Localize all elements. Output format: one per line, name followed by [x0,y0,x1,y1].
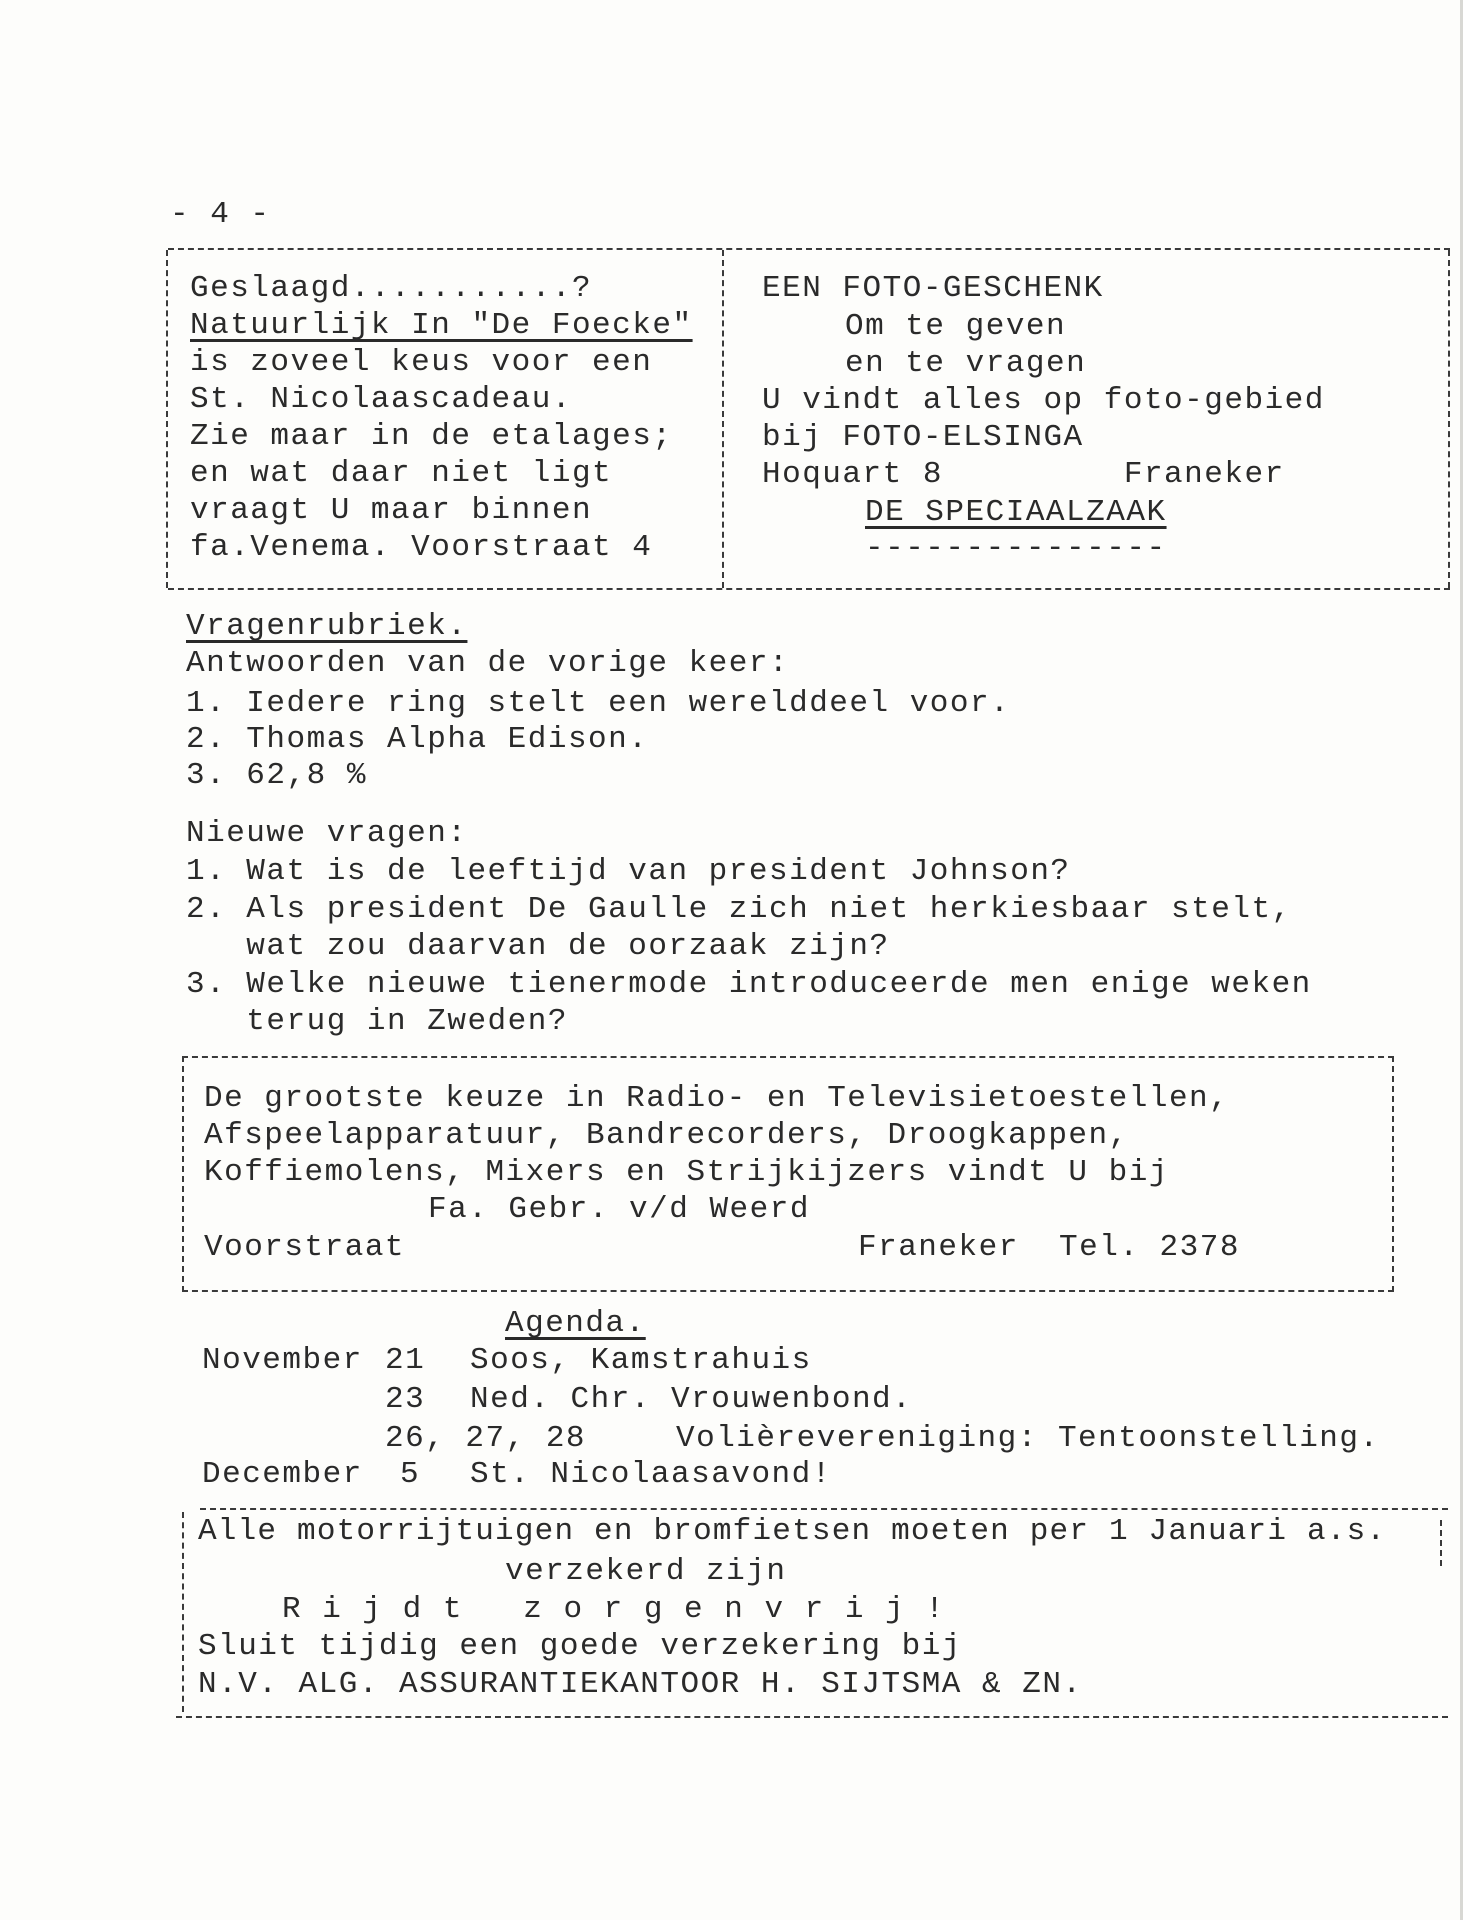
ad-foto-line: U vindt alles op foto-gebied [762,383,1325,418]
page-number: - 4 - [170,197,271,232]
question-item: 1. Wat is de leeftijd van president Johnson? [186,854,1071,889]
answer-item: 2. Thomas Alpha Edison. [186,722,649,757]
agenda-event: St. Nicolaasavond! [470,1457,832,1492]
ad-sijtsma-line: Alle motorrijtuigen en bromfietsen moeten per 1 Januari a.s. [198,1514,1387,1549]
right-border [1448,250,1450,588]
left-border [166,250,168,588]
agenda-event: Volièrevereniging: Tentoonstelling. [676,1421,1380,1456]
ad-sijtsma-bottom-rule [176,1716,1448,1718]
agenda-heading: Agenda. [505,1306,646,1341]
agenda-event: Ned. Chr. Vrouwenbond. [470,1382,913,1417]
agenda-day: 23 [385,1382,426,1417]
ad-sijtsma-top-rule [200,1508,1448,1510]
ad-weerd-company: Fa. Gebr. v/d Weerd [428,1192,810,1227]
ad-foecke-line: is zoveel keus voor een [190,345,653,380]
ad-sijtsma-left-border [182,1512,184,1712]
agenda-month: December [202,1457,363,1492]
ad-foto-line: bij FOTO-ELSINGA [762,420,1084,455]
question-item: wat zou daarvan de oorzaak zijn? [186,929,890,964]
agenda-day: 26, 27, 28 [385,1421,587,1456]
ad-foecke-line: Geslaagd...........? [190,271,593,306]
ad-weerd-town-tel: Franeker Tel. 2378 [858,1230,1240,1265]
agenda-month: November [202,1343,363,1378]
agenda-day: 5 [400,1457,421,1492]
ad-foecke-line: Zie maar in de etalages; [190,419,673,454]
question-item: terug in Zweden? [186,1004,568,1039]
ad-weerd-line: Koffiemolens, Mixers en Strijkijzers vindt U bij [204,1155,1169,1190]
ad-sijtsma-line: Sluit tijdig een goede verzekering bij [198,1629,962,1664]
column-divider [722,250,724,588]
ad-foecke-line: en wat daar niet ligt [190,456,613,491]
answers-intro: Antwoorden van de vorige keer: [186,646,790,681]
ad-foto-title: EEN FOTO-GESCHENK [762,271,1104,306]
question-item: 2. Als president De Gaulle zich niet herkiesbaar stelt, [186,892,1292,927]
ad-foto-line: Om te geven [845,309,1067,344]
bottom-rule [168,588,1450,590]
agenda-day: 21 [385,1343,426,1378]
ad-sijtsma-company: N.V. ALG. ASSURANTIEKANTOOR H. SIJTSMA & ZN. [198,1667,1083,1702]
ad-sijtsma-slogan: R i j d t z o r g e n v r i j ! [282,1592,946,1627]
ad-foto-line: en te vragen [845,346,1087,381]
ad-foto-underline-deco: --------------- [865,531,1167,566]
ad-foecke-line: fa.Venema. Voorstraat 4 [190,530,653,565]
ad-weerd-street: Voorstraat [204,1230,406,1265]
ad-foecke-line: Natuurlijk In "De Foecke" [190,308,693,343]
answer-item: 3. 62,8 % [186,758,367,793]
ad-weerd-line: Afspeelapparatuur, Bandrecorders, Droogkappen, [204,1118,1129,1153]
ad-foecke-line: vraagt U maar binnen [190,493,593,528]
top-rule [168,248,1450,250]
ad-sijtsma-right-mark [1440,1520,1442,1566]
question-item: 3. Welke nieuwe tienermode introduceerde men enige weken [186,967,1312,1002]
ad-foto-tagline: DE SPECIAALZAAK [865,495,1167,530]
agenda-event: Soos, Kamstrahuis [470,1343,812,1378]
answer-item: 1. Iedere ring stelt een werelddeel voor. [186,686,1011,721]
vragenrubriek-heading: Vragenrubriek. [186,609,468,644]
ad-sijtsma-line: verzekerd zijn [505,1554,787,1589]
ad-weerd-line: De grootste keuze in Radio- en Televisietoestellen, [204,1081,1230,1116]
ad-foto-address: Hoquart 8 Franeker [762,457,1285,492]
ad-foecke-line: St. Nicolaascadeau. [190,382,572,417]
new-questions-intro: Nieuwe vragen: [186,816,468,851]
